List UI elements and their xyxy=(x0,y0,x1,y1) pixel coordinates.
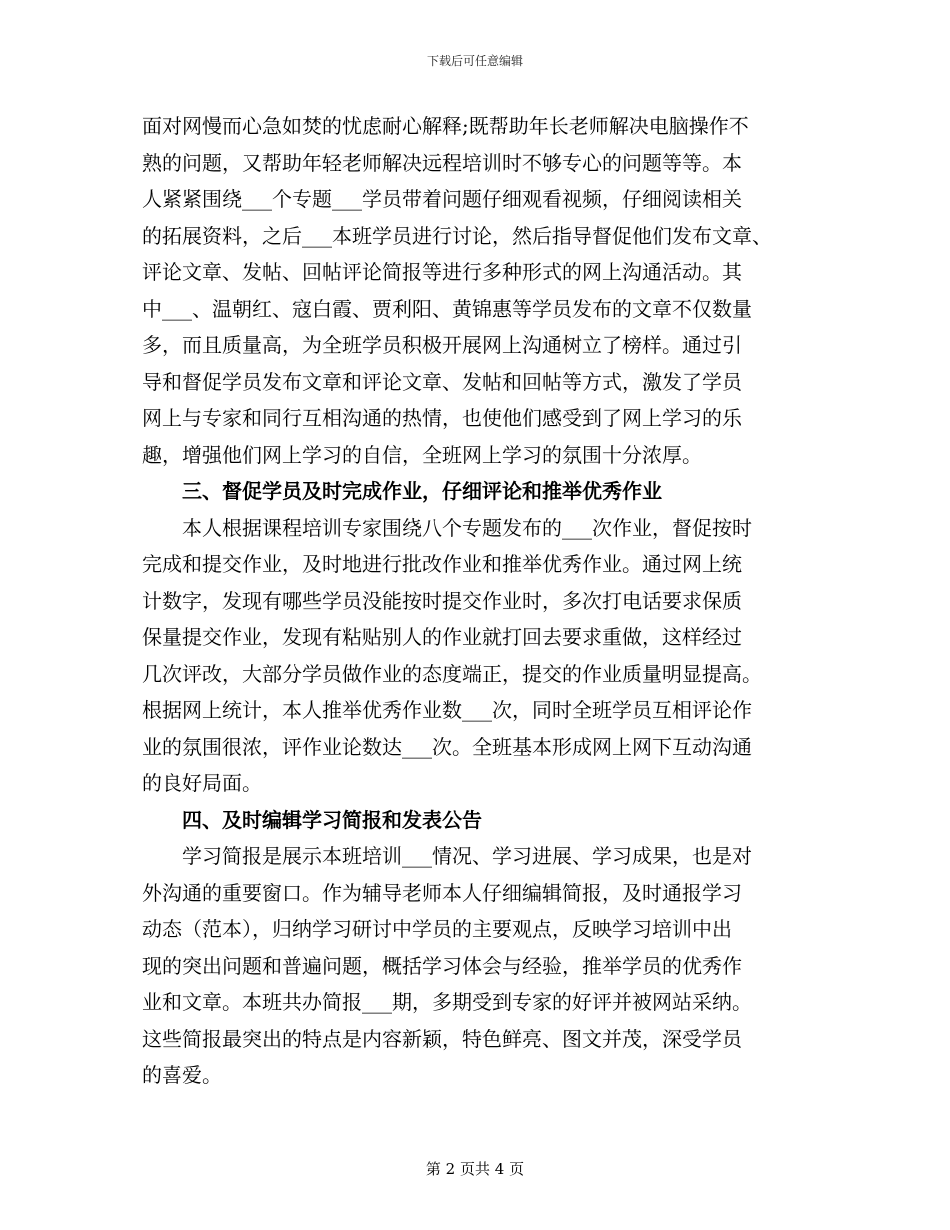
text-line: 中___、温朝红、寇白霞、贾利阳、黄锦惠等学员发布的文章不仅数量 xyxy=(142,296,752,321)
page-header: 下载后可任意编辑 xyxy=(426,54,523,68)
document-body xyxy=(142,108,812,1094)
paragraph-first-line: 本人根据课程培训专家围绕八个专题发布的___次作业，督促按时 xyxy=(182,515,752,540)
text-line: 熟的问题，又帮助年轻老师解决远程培训时不够专心的问题等等。本 xyxy=(142,150,742,175)
page-footer: 第 2 页共 4 页 xyxy=(425,1160,525,1178)
text-line: 这些简报最突出的特点是内容新颖，特色鲜亮、图文并茂，深受学员 xyxy=(142,1026,742,1051)
text-line: 动态（范本），归纳学习研讨中学员的主要观点，反映学习培训中出 xyxy=(142,917,732,941)
text-line: 根据网上统计，本人推举优秀作业数___次，同时全班学员互相评论作 xyxy=(142,698,752,722)
text-line: 评论文章、发帖、回帖评论简报等进行多种形式的网上沟通活动。其 xyxy=(142,260,742,284)
text-line: 几次评改，大部分学员做作业的态度端正，提交的作业质量明显提高。 xyxy=(142,661,762,686)
text-line: 的拓展资料，之后___本班学员进行讨论，然后指导督促他们发布文章、 xyxy=(142,223,772,248)
text-line: 趣，增强他们网上学习的自信，全班网上学习的氛围十分浓厚。 xyxy=(142,442,702,467)
text-line: 的良好局面。 xyxy=(142,771,262,795)
text-line: 完成和提交作业，及时地进行批改作业和推举优秀作业。通过网上统 xyxy=(142,552,742,576)
text-line: 外沟通的重要窗口。作为辅导老师本人仔细编辑简报，及时通报学习 xyxy=(142,880,742,905)
text-line: 现的突出问题和普遍问题，概括学习体会与经验，推举学员的优秀作 xyxy=(142,953,742,978)
text-line: 导和督促学员发布文章和评论文章、发帖和回帖等方式，激发了学员 xyxy=(142,369,742,394)
text-line: 计数字，发现有哪些学员没能按时提交作业时，多次打电话要求保质 xyxy=(142,588,742,613)
text-line: 面对网慢而心急如焚的忧虑耐心解释;既帮助年长老师解决电脑操作不 xyxy=(142,114,749,138)
text-line: 业和文章。本班共办简报___期，多期受到专家的好评并被网站采纳。 xyxy=(142,990,752,1014)
text-line: 人紧紧围绕___个专题___学员带着问题仔细观看视频，仔细阅读相关 xyxy=(142,187,742,211)
text-line: 业的氛围很浓，评作业论数达___次。全班基本形成网上网下互动沟通 xyxy=(142,734,752,759)
section-heading-3: 三、督促学员及时完成作业，仔细评论和推举优秀作业 xyxy=(182,479,662,503)
text-line: 网上与专家和同行互相沟通的热情，也使他们感受到了网上学习的乐 xyxy=(142,406,742,430)
text-line: 保量提交作业，发现有粘贴别人的作业就打回去要求重做，这样经过 xyxy=(142,625,742,649)
text-line: 的喜爱。 xyxy=(142,1063,222,1087)
section-heading-4: 四、及时编辑学习简报和发表公告 xyxy=(182,807,482,832)
paragraph-first-line: 学习简报是展示本班培训___情况、学习进展、学习成果，也是对 xyxy=(182,844,752,868)
text-line: 多，而且质量高，为全班学员积极开展网上沟通树立了榜样。通过引 xyxy=(142,333,742,357)
